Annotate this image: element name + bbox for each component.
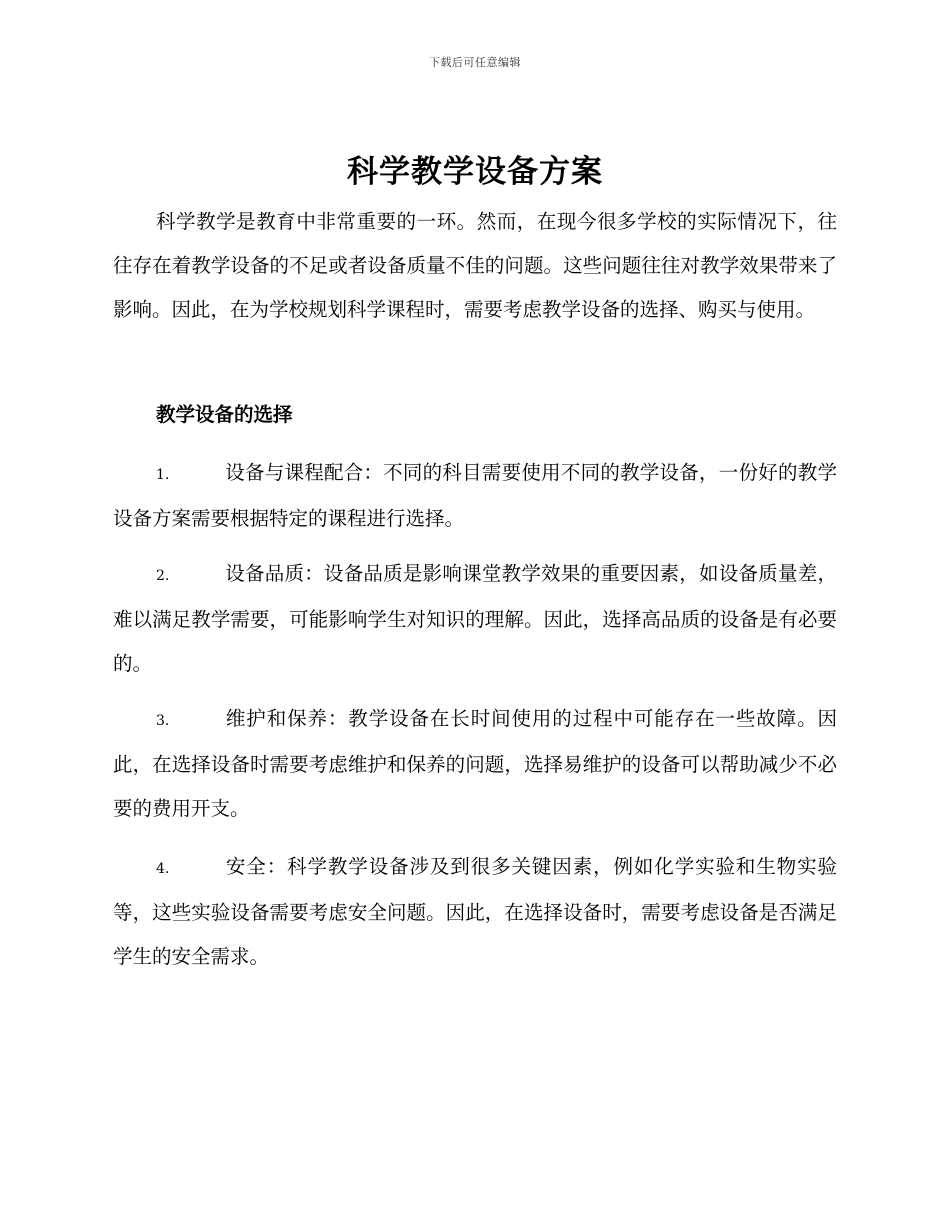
list-item <box>113 451 837 541</box>
list-item-number: 3. <box>156 713 170 729</box>
document-title: 科学教学设备方案 <box>347 154 603 190</box>
list-item <box>113 845 837 979</box>
header-note: 下载后可任意编辑 <box>429 56 521 69</box>
list-item-text: 安全：科学教学设备涉及到很多关键因素，例如化学实验和生物实验等，这些实验设备需要考虑安全问题。因此，在选择设备时，需要考虑设备是否满足学生的安全需求。 <box>113 855 837 968</box>
list-item <box>113 697 837 831</box>
list-item-number: 4. <box>156 861 170 877</box>
list-item-text: 维护和保养：教学设备在长时间使用的过程中可能存在一些故障。因此，在选择设备时需要考虑维护和保养的问题，选择易维护的设备可以帮助减少不必要的费用开支。 <box>113 707 837 820</box>
list-item-number: 2. <box>156 568 170 584</box>
list-item-text: 设备品质：设备品质是影响课堂教学效果的重要因素，如设备质量差，难以满足教学需要，可能影响学生对知识的理解。因此，选择高品质的设备是有必要的。 <box>113 562 837 675</box>
intro-paragraph: 科学教学是教育中非常重要的一环。然而，在现今很多学校的实际情况下，往往存在着教学设备的不足或者设备质量不佳的问题。这些问题往往对教学效果带来了影响。因此，在为学校规划科学课程时，需要考虑教学设备的选择、购买与使用。 <box>113 210 837 321</box>
list-item-number: 1. <box>156 467 170 483</box>
section-heading: 教学设备的选择 <box>156 403 293 426</box>
list-item-text: 设备与课程配合：不同的科目需要使用不同的教学设备，一份好的教学设备方案需要根据特定的课程进行选择。 <box>113 461 837 530</box>
list-item <box>113 552 837 686</box>
